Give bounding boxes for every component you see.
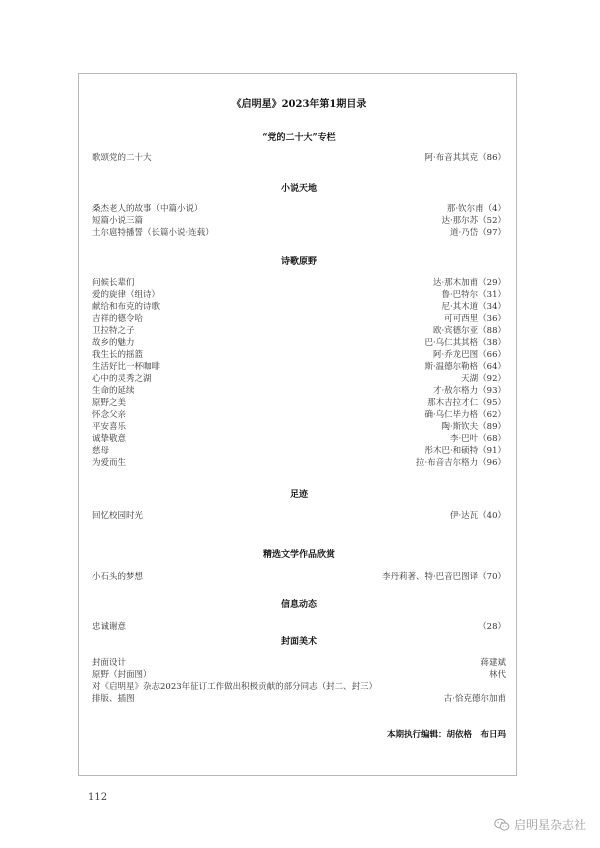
section-heading: 封面美术 [280,637,317,647]
entry-title: 献给和布克的诗歌 [92,302,161,312]
entry-title: 封面设计 [92,658,127,668]
entry-author: 林代 [488,670,506,680]
entry-title: 生活好比一杯咖啡 [92,362,161,372]
toc-entry [92,656,506,668]
entry-title: 忠诚谢意 [92,622,127,632]
entry-author: 古·恰克德尔加甫 [443,694,506,704]
toc-entry [92,509,506,521]
entry-author: 阿·乔龙巴图（66） [432,350,506,360]
entry-title: 吉祥的德令哈 [92,314,144,324]
toc-entry [92,668,506,680]
entry-author: 阿·布音其其克（86） [424,153,506,163]
toc-entry [92,336,506,348]
entry-author: 天湖（92） [461,374,506,384]
page-number: 112 [88,792,108,803]
executive-editor: 本期执行编辑：胡依格 布日玛 [386,730,506,740]
entry-author: （28） [478,622,506,632]
toc-entry [92,360,506,372]
entry-author: 蒋建斌 [480,658,506,668]
entry-title: 桑杰老人的故事（中篇小说） [92,204,203,214]
entry-title: 对《启明星》杂志2023年征订工作做出积极贡献的部分同志（封二、封三） [92,682,378,692]
entry-title: 小石头的梦想 [92,572,144,582]
toc-entry [92,348,506,360]
entry-author: 道·乃岱（97） [449,228,506,238]
entry-author: 尼·其木道（34） [441,302,506,312]
toc-entry [92,570,506,582]
entry-author: 达·那尔苏（52） [441,216,506,226]
toc-entry [92,680,506,692]
entry-author: 巴·乌仁其其格（38） [424,338,506,348]
entry-author: 彤木巴·和硕特（91） [424,446,506,456]
toc-entry [92,692,506,704]
entry-author: 李丹莉著、特·巴音巴图译（70） [381,572,506,582]
entry-title: 生命的延续 [92,386,135,396]
entry-title: 故乡的魅力 [92,338,135,348]
toc-entry [92,372,506,384]
entry-author: 陶·斯钦夫（89） [441,422,506,432]
wechat-icon [494,818,510,832]
entry-author: 可可西里（36） [444,314,506,324]
entry-title: 排版、插图 [92,694,135,704]
toc-entry [92,408,506,420]
entry-title: 怀念父亲 [92,410,127,420]
toc-entry [92,202,506,214]
entry-title: 问候长辈们 [92,278,135,288]
toc-entry [92,396,506,408]
entry-title: 土尔扈特播誓（长篇小说·连载） [92,228,214,238]
toc-entry [92,432,506,444]
entry-title: 平安喜乐 [92,422,127,432]
entry-author: 确·乌仁毕力格（62） [424,410,506,420]
entry-author: 鲁·巴特尔（31） [441,290,506,300]
toc-entry [92,300,506,312]
toc-entry [92,312,506,324]
section-heading: 小说天地 [280,184,317,194]
entry-title: 我生长的摇篮 [92,350,144,360]
section-heading: 精选文学作品欣赏 [262,550,335,560]
toc-entry [92,444,506,456]
toc-entry [92,151,506,163]
section-heading: 足迹 [289,490,308,500]
entry-author: 拉·布音吉尔格力（96） [415,458,506,468]
toc-entry [92,456,506,468]
entry-title: 卫拉特之子 [92,326,135,336]
watermark-text: 启明星杂志社 [513,818,586,832]
toc-entry [92,288,506,300]
entry-title: 为爱而生 [92,458,127,468]
entry-author: 那木吉拉才仁（95） [427,398,506,408]
entry-title: 回忆校园时光 [92,511,144,521]
entry-author: 达·那木加甫（29） [432,278,506,288]
entry-title: 慈母 [92,446,110,456]
toc-entry [92,276,506,288]
toc-entry [92,420,506,432]
watermark [494,816,586,833]
entry-author: 伊·达瓦（40） [449,511,506,521]
entry-title: 原野之美 [92,398,127,408]
entry-author: 欧·宾德尔亚（88） [432,326,506,336]
entry-author: 才·敖尔格力（93） [432,386,506,396]
toc-entry [92,324,506,336]
entry-title: 短篇小说三篇 [92,216,144,226]
toc-entry [92,214,506,226]
section-heading: 诗歌原野 [280,257,317,267]
entry-title: 爱的旋律（组诗） [92,290,161,300]
entry-title: 诚挚敬意 [92,434,127,444]
entry-title: 心中的灵秀之湖 [92,374,152,384]
toc-entry [92,620,506,632]
entry-author: 那·钦尔甫（4） [446,204,506,214]
toc-entry [92,384,506,396]
toc-entry [92,226,506,238]
entry-title: 原野（封面图） [92,670,152,680]
entry-author: 李·巴叶（68） [449,434,506,444]
section-heading: “党的二十大”专栏 [262,133,336,143]
section-heading: 信息动态 [280,600,317,610]
entry-author: 斯·温德尔勒格（64） [424,362,506,372]
toc-title: 《启明星》2023年第1期目录 [231,99,367,110]
entry-title: 歌颂党的二十大 [92,153,152,163]
